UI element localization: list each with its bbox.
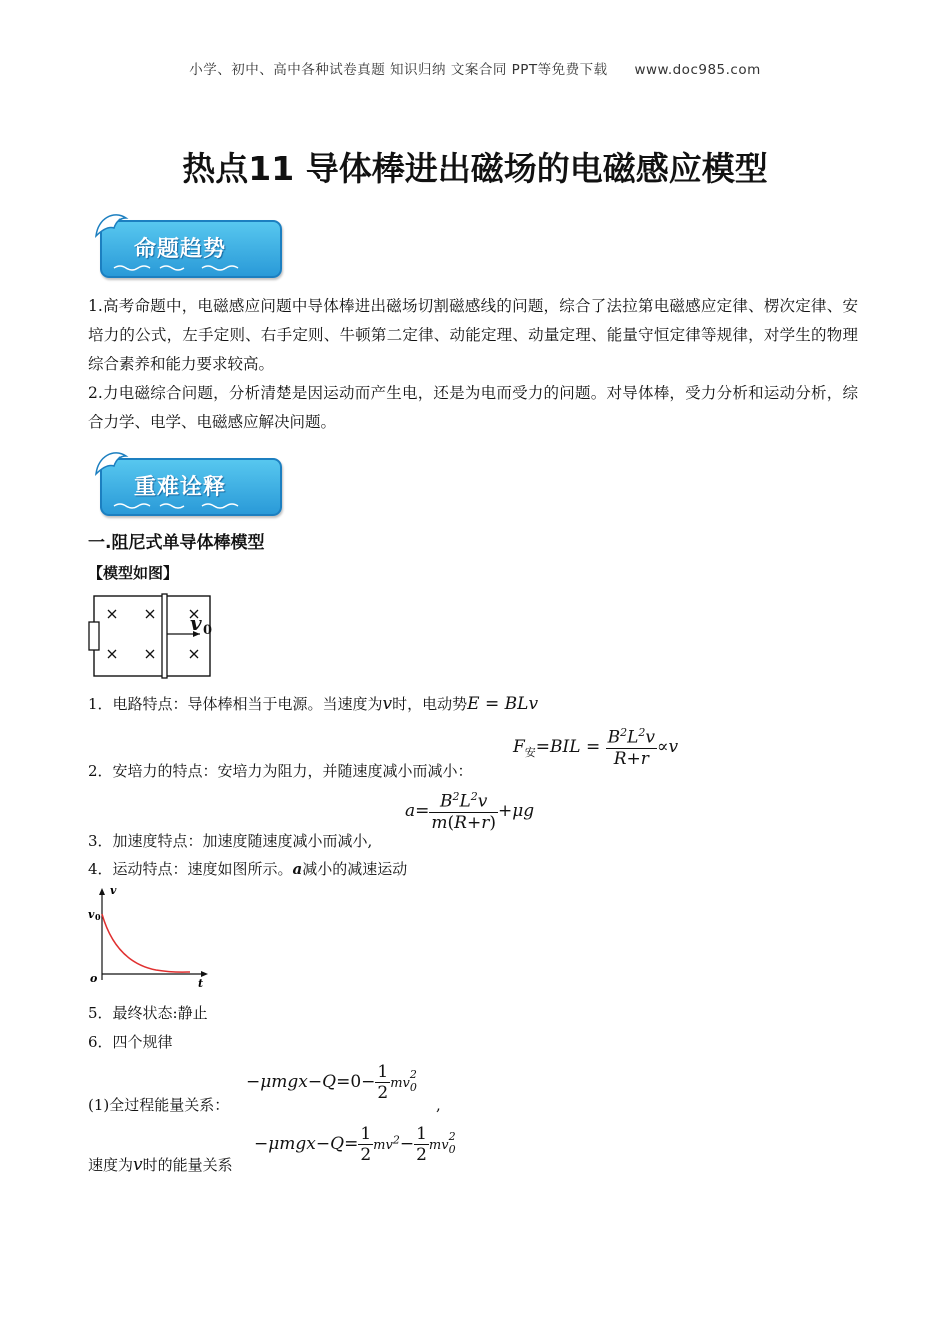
item-8-text: 速度为	[88, 1156, 134, 1174]
formula-energy-instant: −μmgx−Q= $\frac{1}{2}$ $mv^2-$ $\frac{1}{2}$ $mv_0^2$	[254, 1124, 456, 1165]
header-site-link[interactable]: www.doc985.com	[634, 62, 761, 78]
item-8-text-b: 时的能量关系	[142, 1156, 233, 1174]
arrow-up-icon	[99, 888, 105, 895]
item-2: 2．安培力的特点：安培力为阻力，并随速度减小而减小：	[88, 762, 473, 780]
formula-ampere-force: $F_安=BIL$ = $\frac{B^2L^2v}{R+r}$ ∝v	[513, 726, 679, 769]
circuit-diagram	[86, 592, 226, 680]
formula-acceleration: a= $\frac{B^2L^2v}{m(R+r)}$ +μg	[405, 790, 535, 833]
header-text: 小学、初中、高中各种试卷真题 知识归纳 文案合同 PPT等免费下载	[189, 62, 608, 78]
item-1-text: 1．电路特点：导体棒相当于电源。当速度为	[88, 695, 383, 713]
y-axis-label: v	[110, 884, 117, 897]
page-title: 热点11 导体棒进出磁场的电磁感应模型	[182, 149, 768, 188]
banner-explain	[92, 446, 292, 518]
math-emf: E	[467, 694, 480, 714]
item-5: 5．最终状态:静止	[88, 1004, 208, 1022]
item-4-text: 4．运动特点：速度如图所示。	[88, 860, 293, 878]
item-8	[88, 1154, 233, 1175]
velocity-subscript: 0	[203, 623, 213, 638]
velocity-curve	[102, 914, 190, 972]
trend-paragraph-2: 2.力电磁综合问题，分析清楚是因运动而产生电，还是为电而受力的问题。对导体棒，受力分析和运动分析，综合力学、电学、电磁感应解决问题。	[88, 384, 858, 431]
formula-energy-total: −μmgx−Q=0− $\frac{1}{2}$ $mv_0^2$	[246, 1062, 417, 1103]
section-heading: 一.阻尼式单导体棒模型	[88, 533, 265, 553]
model-label: 【模型如图】	[88, 564, 179, 582]
banner-label: 重难诠释	[134, 475, 227, 500]
conductor-rod	[162, 594, 167, 678]
math-v: v	[133, 1155, 143, 1175]
x-axis-label: t	[198, 977, 204, 990]
comma: ,	[436, 1096, 441, 1114]
item-6: 6．四个规律	[88, 1033, 173, 1051]
resistor-icon	[89, 622, 99, 650]
banner-trend	[92, 208, 292, 280]
item-1-text-b: 时，电动势	[392, 695, 468, 713]
banner-label: 命题趋势	[134, 237, 227, 262]
math-a: a	[292, 860, 303, 878]
origin-label: o	[90, 972, 98, 985]
v0-subscript: 0	[95, 912, 101, 922]
trend-paragraph-1: 1.高考命题中，电磁感应问题中导体棒进出磁场切割磁感线的问题，综合了法拉第电磁感应定律、楞次定律、安培力的公式，左手定则、右手定则、牛顿第二定律、动能定理、动量定理、能量守恒定律等规律，对学生的物理综合素养和能力要求较高。	[88, 297, 858, 373]
velocity-label: v	[190, 611, 202, 635]
v0-label: v	[88, 908, 95, 921]
math-v: v	[382, 694, 393, 714]
item-1: 1．电路特点：导体棒相当于电源。当速度为v时，电动势E = BLv	[88, 694, 539, 714]
item-7: (1)全过程能量关系：	[88, 1096, 230, 1114]
velocity-time-graph	[86, 884, 214, 990]
item-4-text-b: 减小的减速运动	[302, 860, 408, 878]
item-3: 3．加速度特点：加速度随速度减小而减小,	[88, 832, 373, 850]
site-header	[0, 58, 950, 78]
item-4	[88, 858, 407, 879]
